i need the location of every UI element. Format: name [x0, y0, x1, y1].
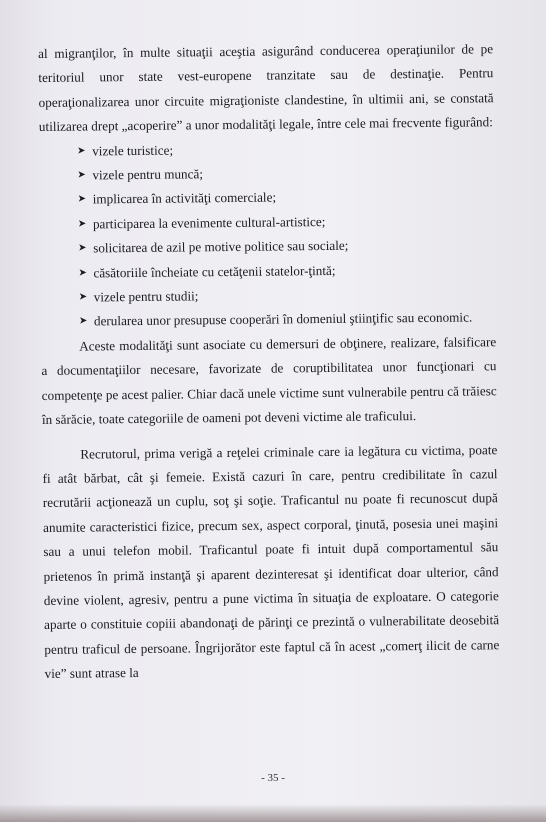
page-body [38, 37, 500, 686]
arrow-bullet-icon: ➤ [78, 242, 87, 254]
list-item-text: vizele turistice; [92, 142, 174, 159]
page-edge-shadow [0, 804, 546, 822]
paragraph-intro: al migranţilor, în multe situaţii aceştia asigurând conducerea operaţiunilor de pe teritoriul unor state vest-europene tranzitate sau de destinaţie. Pentru operaţionalizarea unor circuite migraţioniste clandestine, în ultimii ani, se constată utilizarea drept „acoperire” a unor modalităţi legale, între cele mai frecvente figurând: [38, 41, 494, 135]
paragraph-2: Aceste modalităţi sunt asociate cu demersuri de obţinere, realizare, falsificare a documentaţiilor necesare, favorizate de coruptibilitatea unor funcţionari cu competenţe pe acest palier. Chiar dacă unele victime sunt vulnerabile pentru că trăiesc în sărăcie, toate categoriile de oameni pot deveni victime ale traficului. [41, 334, 497, 428]
arrow-bullet-icon: ➤ [77, 193, 87, 206]
arrow-bullet-icon: ➤ [78, 267, 87, 279]
list-item-text: implicarea în activităţi comerciale; [92, 189, 277, 207]
list-item [41, 306, 496, 335]
list-item-text: căsătoriile încheiate cu cetăţenii statelor-ţintă; [93, 262, 336, 281]
paragraph-3: Recrutorul, prima verigă a reţelei criminale care ia legătura cu victima, poate fi atât bărbat, cât şi femeie. Există cazuri în care, pentru credibilitate în cazul recrutării acţionează un cuplu, soţ şi soţie. Traficantul nu poate fi recunoscut după anumite caracteristici fizice, precum sex, aspect corporal, ţinută, posesia unei maşini sau a unui telefon mobil. Traficantul poate fi intuit după comportamentul său prietenos în primă instanţă şi aparent dezinteresat şi identificat doar ulterior, când devine violent, agresiv, pentru a pune victima în situaţia de exploatare. O categorie aparte o constituie copiii abandonaţi de părinţi ce prezintă o vulnerabilitate deosebită pentru traficul de persoane. Îngrijorător este faptul că în acest „comerţ ilicit de carne vie” sunt atrase la [42, 441, 500, 682]
list-item-text: derularea unor presupuse cooperări în domeniul ştiinţific sau economic. [93, 309, 473, 329]
list-item-text: solicitarea de azil pe motive politice sau sociale; [93, 238, 349, 256]
arrow-bullet-icon: ➤ [77, 218, 87, 230]
page-number: - 35 - [261, 772, 285, 784]
list-item-text: participarea la evenimente cultural-artistice; [92, 213, 326, 232]
arrow-bullet-icon: ➤ [78, 315, 88, 328]
arrow-bullet-icon: ➤ [77, 145, 86, 157]
arrow-bullet-icon: ➤ [78, 291, 88, 303]
arrow-bullet-icon: ➤ [77, 169, 86, 181]
bullet-list [39, 135, 496, 335]
list-item-text: vizele pentru muncă; [92, 166, 204, 183]
list-item-text: vizele pentru studii; [93, 288, 199, 305]
